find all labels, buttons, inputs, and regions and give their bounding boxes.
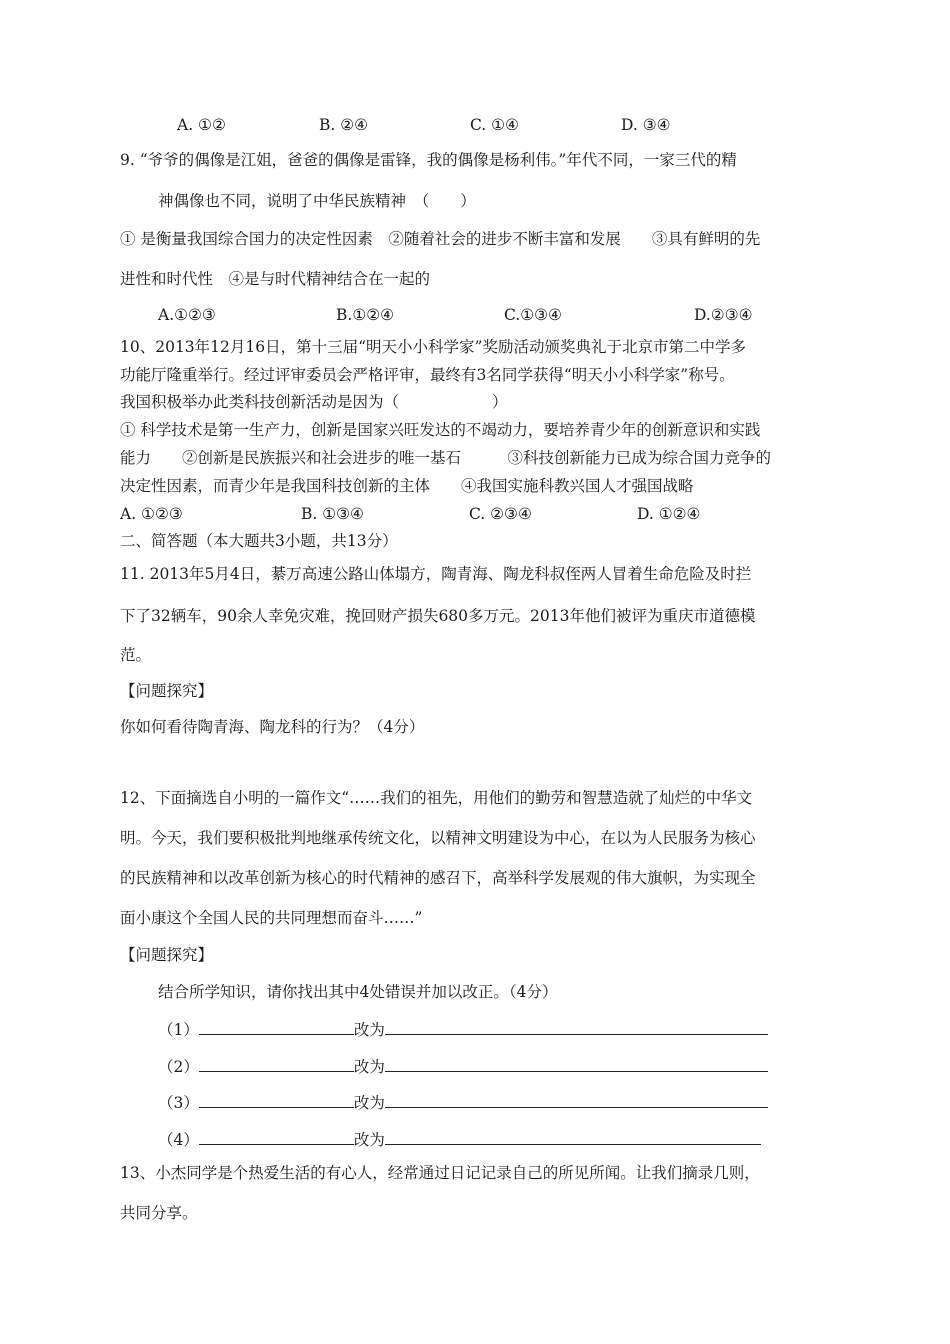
q9-stem-line: 神偶像也不同，说明了中华民族精神 （ ） <box>158 192 476 210</box>
q10-item-line: 决定性因素，而青少年是我国科技创新的主体 ④我国实施科教兴国人才强国战略 <box>120 477 694 495</box>
q9-item-line: ① 是衡量我国综合国力的决定性因素 ②随着社会的进步不断丰富和发展 ③具有鲜明的先 <box>120 230 761 248</box>
answer-blank-row <box>158 1128 761 1150</box>
q11-label: 【问题探究】 <box>120 682 214 700</box>
q10-stem-line: 功能厅隆重举行。经过评审委员会严格评审，最终有3名同学获得“明天小小科学家”称号。 <box>120 366 735 384</box>
q12-text-line: 的民族精神和以改革创新为核心的时代精神的感召下，高举科学发展观的伟大旗帜，为实现全 <box>120 869 756 887</box>
q12-label: 【问题探究】 <box>120 946 214 964</box>
q9-item-line: 进性和时代性 ④是与时代精神结合在一起的 <box>120 270 431 288</box>
section-2-heading: 二、简答题（本大题共3小题，共13分） <box>120 532 398 550</box>
answer-blank-error[interactable] <box>199 1128 354 1145</box>
answer-blank-correction[interactable] <box>385 1128 761 1145</box>
answer-blank-correction[interactable] <box>385 1091 768 1108</box>
q10-stem-line: 我国积极举办此类科技创新活动是因为（ ） <box>120 393 508 411</box>
q9-option-a: A.①②③ <box>158 306 216 324</box>
q10-option-a: A. ①②③ <box>120 505 183 523</box>
blank-connector: 改为 <box>353 1058 385 1076</box>
q9-option-d: D.②③④ <box>694 306 753 324</box>
q9-option-b: B.①②④ <box>336 306 395 324</box>
answer-blank-row <box>158 1018 768 1040</box>
q10-option-d: D. ①②④ <box>637 505 701 523</box>
answer-blank-correction[interactable] <box>385 1018 768 1035</box>
answer-blank-correction[interactable] <box>385 1055 768 1072</box>
answer-blank-row <box>158 1055 768 1077</box>
blank-number: （4） <box>158 1131 199 1149</box>
q9-stem-line: 9. “爷爷的偶像是江姐，爸爸的偶像是雷锋，我的偶像是杨利伟。”年代不同，一家三代的精 <box>120 151 737 169</box>
q13-text-line: 13、小杰同学是个热爱生活的有心人，经常通过日记记录自己的所见所闻。让我们摘录几则， <box>120 1164 760 1182</box>
q10-option-c: C. ②③④ <box>469 505 532 523</box>
q10-item-line: 能力 ②创新是民族振兴和社会进步的唯一基石 ③科技创新能力已成为综合国力竞争的 <box>120 449 772 467</box>
q10-item-line: ① 科学技术是第一生产力，创新是国家兴旺发达的不竭动力，要培养青少年的创新意识和实践 <box>120 421 761 439</box>
q12-text-line: 12、下面摘选自小明的一篇作文“……我们的祖先，用他们的勤劳和智慧造就了灿烂的中华文 <box>120 789 753 807</box>
q9-option-c: C.①③④ <box>504 306 562 324</box>
q10-stem-line: 10、2013年12月16日，第十三届“明天小小科学家”奖励活动颁奖典礼于北京市第二中学多 <box>120 338 746 356</box>
blank-connector: 改为 <box>353 1094 385 1112</box>
q12-text-line: 明。今天，我们要积极批判地继承传统文化，以精神文明建设为中心，在以为人民服务为核心 <box>120 829 756 847</box>
q12-question: 结合所学知识，请你找出其中4处错误并加以改正。（4分） <box>158 983 558 1001</box>
answer-blank-row <box>158 1091 768 1113</box>
q13-text-line: 共同分享。 <box>120 1204 198 1222</box>
q11-question: 你如何看待陶青海、陶龙科的行为？（4分） <box>120 718 425 736</box>
q11-text-line: 范。 <box>120 646 152 664</box>
blank-number: （3） <box>158 1094 199 1112</box>
answer-blank-error[interactable] <box>199 1055 354 1072</box>
q10-option-b: B. ①③④ <box>301 505 364 523</box>
q12-text-line: 面小康这个全国人民的共同理想而奋斗……” <box>120 909 423 927</box>
answer-blank-error[interactable] <box>199 1018 354 1035</box>
blank-number: （1） <box>158 1021 199 1039</box>
q8-option-a: A. ①② <box>177 116 226 134</box>
q8-option-d: D. ③④ <box>621 116 671 134</box>
q8-option-b: B. ②④ <box>319 116 369 134</box>
answer-blank-error[interactable] <box>199 1091 354 1108</box>
blank-connector: 改为 <box>353 1021 385 1039</box>
blank-number: （2） <box>158 1058 199 1076</box>
q8-option-c: C. ①④ <box>470 116 519 134</box>
q11-text-line: 11. 2013年5月4日，綦万高速公路山体塌方，陶青海、陶龙科叔侄两人冒着生命危险及时拦 <box>120 565 752 583</box>
blank-connector: 改为 <box>353 1131 385 1149</box>
q11-text-line: 下了32辆车，90余人幸免灾难，挽回财产损失680多万元。2013年他们被评为重庆市道德模 <box>120 607 756 625</box>
